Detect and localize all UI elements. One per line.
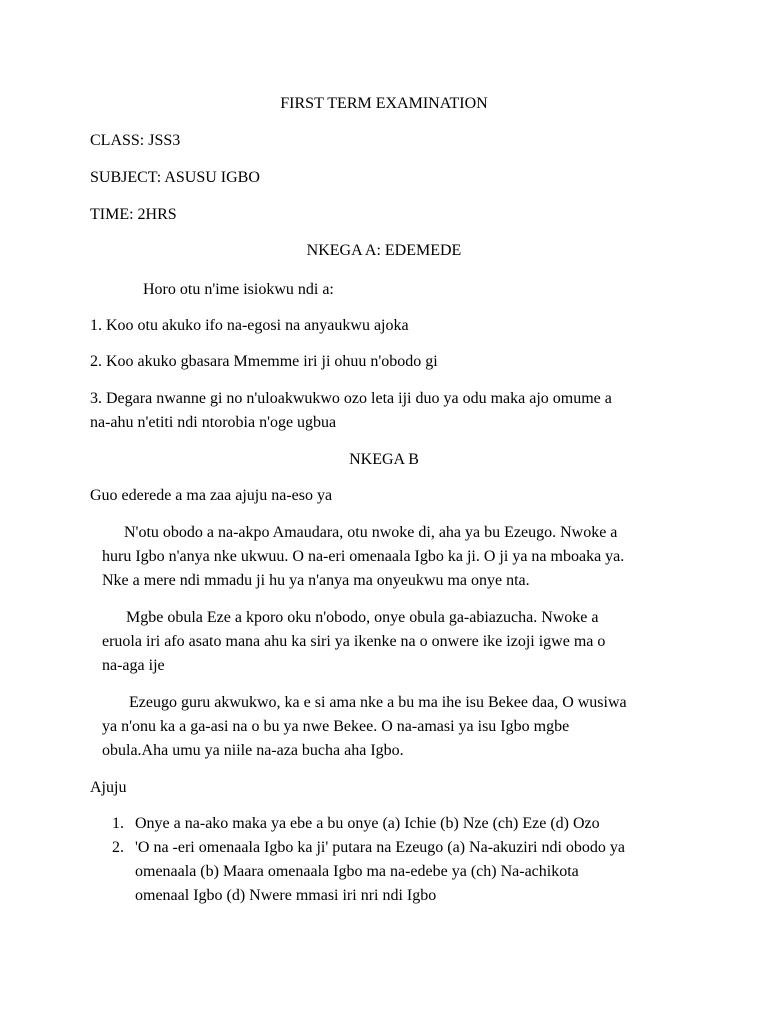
essay-topic: 3. Degara nwanne gi no n'uloakwukwo ozo leta iji duo ya odu maka ajo omume a [90,390,612,407]
section-a-instruction: Horo otu n'ime isiokwu ndi a: [143,281,334,298]
essay-topic: 2. Koo akuko gbasara Mmemme iri ji ohuu n'obodo gi [90,353,438,370]
passage-line: eruola iri afo asato mana ahu ka siri ya ikenke na o onwere ike izoji igwe ma o [102,633,606,650]
passage-line: Nke a mere ndi mmadu ji hu ya n'anya ma onyeukwu ma onye nta. [102,572,530,589]
question-number: 2. [112,839,124,856]
question-item [90,812,690,836]
question-list [90,812,690,908]
time-line: TIME: 2HRS [90,206,177,223]
essay-topic-continuation: na-ahu n'etiti ndi ntorobia n'oge ugbua [90,414,337,431]
class-line: CLASS: JSS3 [90,132,181,149]
passage-line: huru Igbo n'anya nke ukwuu. O na-eri omenaala Igbo ka ji. O ji ya na mboaka ya. [102,548,625,565]
subject-line: SUBJECT: ASUSU IGBO [90,169,260,186]
section-a-heading: NKEGA A: EDEMEDE [306,242,462,259]
exam-title: FIRST TERM EXAMINATION [280,95,488,112]
question-text: omenaala (b) Maara omenaala Igbo ma na-edebe ya (ch) Na-achikota [135,863,579,880]
question-text: Onye a na-ako maka ya ebe a bu onye (a) Ichie (b) Nze (ch) Eze (d) Ozo [135,815,600,832]
section-b-instruction: Guo ederede a ma zaa ajuju na-eso ya [90,487,333,504]
question-number: 1. [112,815,124,832]
passage-line: obula.Aha umu ya niile na-aza bucha aha Igbo. [102,742,404,759]
questions-heading: Ajuju [90,779,127,796]
question-text: omenaal Igbo (d) Nwere mmasi iri nri ndi Igbo [135,887,437,904]
question-text: 'O na -eri omenaala Igbo ka ji' putara na Ezeugo (a) Na-akuziri ndi obodo ya [135,839,626,856]
passage-line: Ezeugo guru akwukwo, ka e si ama nke a bu ma ihe isu Bekee daa, O wusiwa [129,694,627,711]
essay-topic: 1. Koo otu akuko ifo na-egosi na anyaukwu ajoka [90,317,409,334]
section-b-heading: NKEGA B [349,451,419,468]
passage-line: ya n'onu ka a ga-asi na o bu ya nwe Bekee. O na-amasi ya isu Igbo mgbe [102,718,570,735]
question-item [90,836,690,908]
passage-line: na-aga ije [102,657,165,674]
passage-line: N'otu obodo a na-akpo Amaudara, otu nwoke di, aha ya bu Ezeugo. Nwoke a [124,524,618,541]
passage-line: Mgbe obula Eze a kporo oku n'obodo, onye obula ga-abiazucha. Nwoke a [126,609,599,626]
